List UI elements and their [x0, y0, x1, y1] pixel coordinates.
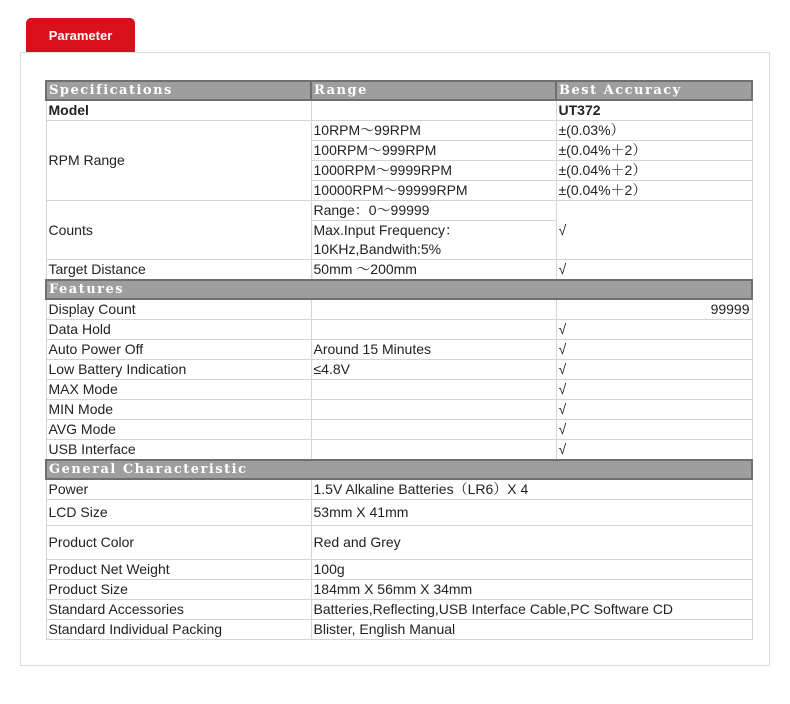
feature-mark: √	[556, 320, 752, 340]
feature-row	[46, 320, 752, 340]
counts-row	[46, 201, 752, 221]
feature-name: MIN Mode	[46, 400, 311, 420]
general-header-row	[46, 460, 752, 479]
general-row	[46, 526, 752, 560]
spec-table	[45, 80, 753, 640]
feature-mark: √	[556, 360, 752, 380]
rpm-accuracy: ±(0.04%＋2）	[556, 161, 752, 181]
general-row	[46, 500, 752, 526]
feature-mark: √	[556, 380, 752, 400]
feature-name: Low Battery Indication	[46, 360, 311, 380]
general-name: LCD Size	[46, 500, 311, 526]
feature-row	[46, 360, 752, 380]
general-name: Standard Individual Packing	[46, 620, 311, 640]
target-label: Target Distance	[46, 260, 311, 281]
model-row	[46, 100, 752, 121]
target-range: 50mm ～200mm	[311, 260, 556, 281]
rpm-row	[46, 121, 752, 141]
general-value: 53mm X 41mm	[311, 500, 752, 526]
feature-name: Display Count	[46, 299, 311, 320]
spec-header-row	[46, 81, 752, 100]
model-label: Model	[46, 100, 311, 121]
general-name: Standard Accessories	[46, 600, 311, 620]
feature-name: AVG Mode	[46, 420, 311, 440]
feature-name: Data Hold	[46, 320, 311, 340]
general-value: 100g	[311, 560, 752, 580]
rpm-accuracy: ±(0.04%＋2）	[556, 181, 752, 201]
model-range	[311, 100, 556, 121]
general-row	[46, 560, 752, 580]
general-header: General Characteristic	[46, 460, 752, 479]
feature-name: USB Interface	[46, 440, 311, 461]
feature-mark: √	[556, 420, 752, 440]
feature-row	[46, 380, 752, 400]
feature-value: Around 15 Minutes	[311, 340, 556, 360]
general-value: Red and Grey	[311, 526, 752, 560]
features-header: Features	[46, 280, 752, 299]
feature-mark: 99999	[556, 299, 752, 320]
counts-accuracy: √	[556, 201, 752, 260]
feature-value	[311, 380, 556, 400]
target-accuracy: √	[556, 260, 752, 281]
general-row	[46, 580, 752, 600]
general-value: 184mm X 56mm X 34mm	[311, 580, 752, 600]
general-value: Batteries,Reflecting,USB Interface Cable,PC Software CD	[311, 600, 752, 620]
general-name: Product Net Weight	[46, 560, 311, 580]
feature-row	[46, 440, 752, 461]
header-best-accuracy: Best Accuracy	[556, 81, 752, 100]
rpm-accuracy: ±(0.03%）	[556, 121, 752, 141]
feature-row	[46, 299, 752, 320]
feature-name: Auto Power Off	[46, 340, 311, 360]
rpm-label: RPM Range	[46, 121, 311, 201]
feature-name: MAX Mode	[46, 380, 311, 400]
general-name: Power	[46, 479, 311, 500]
rpm-accuracy: ±(0.04%＋2）	[556, 141, 752, 161]
feature-row	[46, 400, 752, 420]
general-name: Product Color	[46, 526, 311, 560]
rpm-range: 10RPM～99RPM	[311, 121, 556, 141]
header-specifications: Specifications	[46, 81, 311, 100]
model-value: UT372	[556, 100, 752, 121]
feature-mark: √	[556, 340, 752, 360]
parameter-panel	[20, 52, 770, 666]
feature-mark: √	[556, 400, 752, 420]
counts-line: Max.Input Frequency：	[311, 221, 556, 241]
general-row	[46, 600, 752, 620]
counts-line: Range：0～99999	[311, 201, 556, 221]
feature-value	[311, 400, 556, 420]
counts-line: 10KHz,Bandwith:5%	[311, 240, 556, 260]
feature-value	[311, 299, 556, 320]
feature-row	[46, 420, 752, 440]
target-distance-row	[46, 260, 752, 281]
feature-mark: √	[556, 440, 752, 461]
feature-value: ≤4.8V	[311, 360, 556, 380]
rpm-range: 10000RPM～99999RPM	[311, 181, 556, 201]
general-row	[46, 479, 752, 500]
feature-value	[311, 440, 556, 461]
feature-value	[311, 320, 556, 340]
counts-label: Counts	[46, 201, 311, 260]
rpm-range: 100RPM～999RPM	[311, 141, 556, 161]
general-value: Blister, English Manual	[311, 620, 752, 640]
general-name: Product Size	[46, 580, 311, 600]
general-value: 1.5V Alkaline Batteries（LR6）X 4	[311, 479, 752, 500]
general-row	[46, 620, 752, 640]
rpm-range: 1000RPM～9999RPM	[311, 161, 556, 181]
header-range: Range	[311, 81, 556, 100]
features-header-row	[46, 280, 752, 299]
feature-row	[46, 340, 752, 360]
feature-value	[311, 420, 556, 440]
tab-parameter[interactable]: Parameter	[26, 18, 135, 52]
